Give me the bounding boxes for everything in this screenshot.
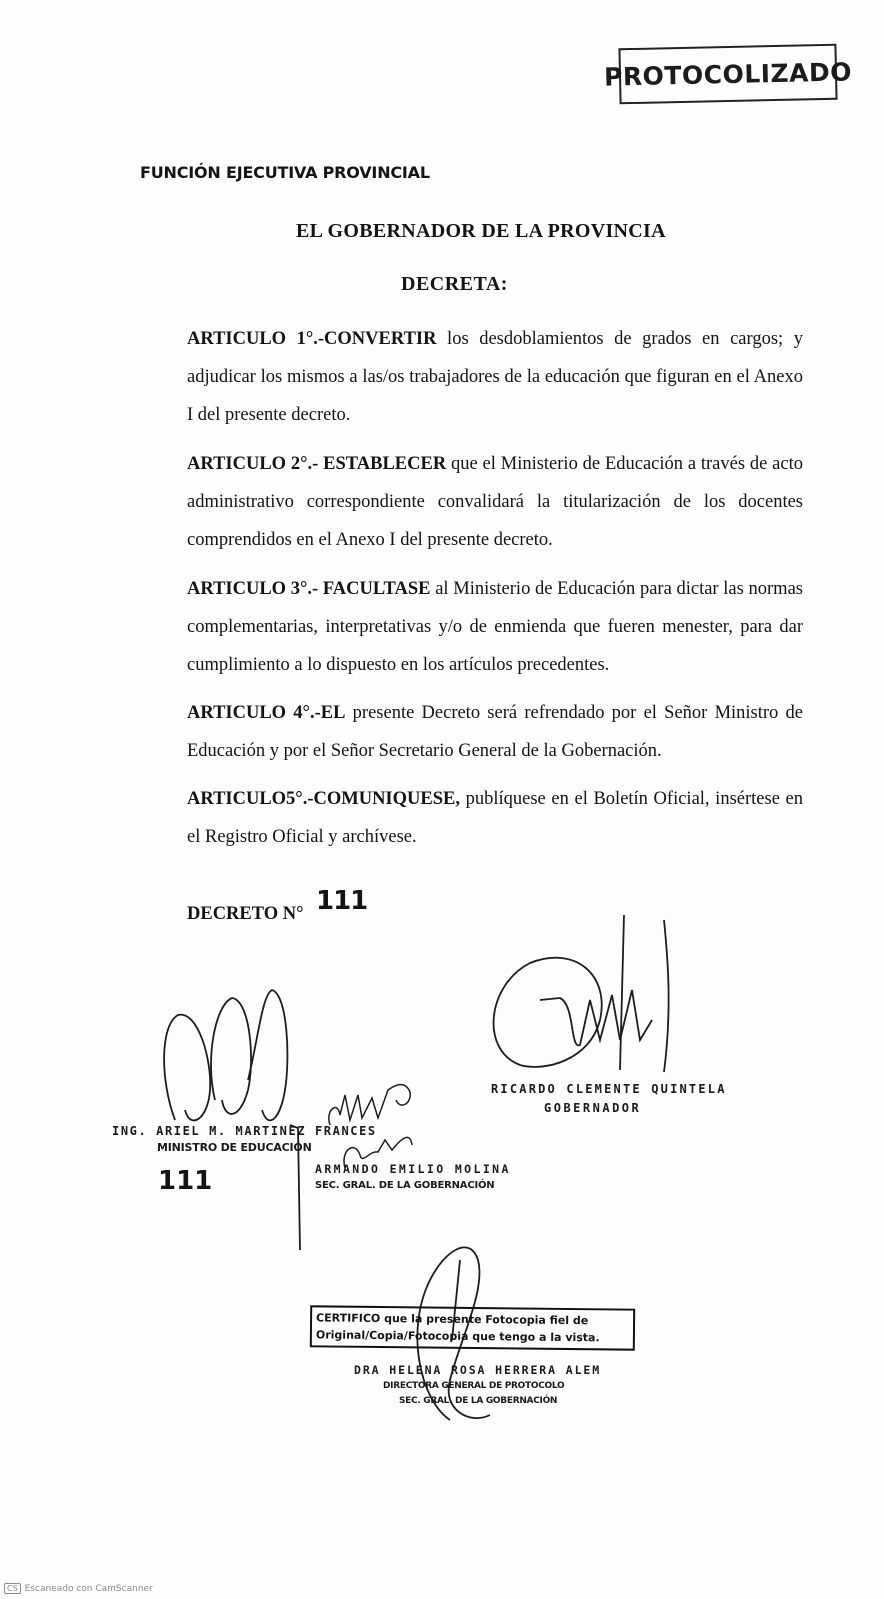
camscanner-logo-icon: CS [4,1583,21,1594]
article-5 [187,780,803,856]
article-4 [187,694,803,770]
article-heading: ARTICULO5°.-COMUNIQUESE, [187,789,460,809]
minister-signature-image [164,990,300,1250]
certifier-name: DRA HELENA ROSA HERRERA ALEM [354,1363,602,1377]
article-3 [187,570,803,684]
certifier-title-line-1: DIRECTORA GENERAL DE PROTOCOLO [383,1381,565,1391]
article-body: publíquese en el Boletín Oficial, insértese en el Registro Oficial y archívese. [187,789,803,847]
certification-stamp [310,1305,635,1350]
certificate-line-1: CERTIFICO que la presente Fotocopia fiel de [316,1311,589,1328]
secretary-name: ARMANDO EMILIO MOLINA [315,1162,511,1176]
scanner-watermark-text: Escaneado con CamScanner [24,1584,153,1594]
article-heading: ARTICULO 4°.-EL [187,703,346,723]
secretary-title: SEC. GRAL. DE LA GOBERNACIÓN [315,1180,495,1191]
article-heading: ARTICULO 2°.- ESTABLECER [187,454,447,474]
minister-title: MINISTRO DE EDUCACIÓN [157,1141,312,1154]
stamp-text: PROTOCOLIZADO [603,56,853,92]
article-heading: ARTICULO 1°.-CONVERTIR [187,329,437,349]
governor-signature-image [494,915,669,1072]
article-body: al Ministerio de Educación para dictar las normas complementarias, interpretativas y/o de enmienda que fueren menester, para dar cumplimiento a lo dispuesto en los artículos precedentes. [187,579,803,675]
protocolizado-stamp [603,44,853,105]
article-body: los desdoblamientos de grados en cargos; y adjudicar los mismos a las/os trabajadores de la educación que figuran en el Anexo I del presente decreto. [187,329,803,425]
entity-header: FUNCIÓN EJECUTIVA PROVINCIAL [140,163,430,182]
article-1 [187,320,803,434]
scanner-watermark [4,1583,153,1594]
certificate-line-2: Original/Copia/Fotocopia que tengo a la vista. [315,1328,600,1345]
article-body: que el Ministerio de Educación a través de acto administrativo correspondiente convalidará la titularización de los docentes comprendidos en el Anexo I del presente decreto. [187,454,803,550]
article-heading: ARTICULO 3°.- FACULTASE [187,579,431,599]
governor-title: GOBERNADOR [544,1101,642,1115]
minister-decree-number: 111 [158,1166,213,1196]
document-title: EL GOBERNADOR DE LA PROVINCIA [296,220,666,242]
article-2 [187,445,803,559]
governor-name: RICARDO CLEMENTE QUINTELA [491,1082,727,1096]
article-body: presente Decreto será refrendado por el Señor Ministro de Educación y por el Señor Secretario General de la Gobernación. [187,703,803,761]
minister-name: ING. ARIEL M. MARTINEZ FRANCES [112,1124,377,1138]
decreta-heading: DECRETA: [401,273,508,295]
decree-number: 111 [316,886,368,916]
certifier-title-line-2: SEC. GRAL. DE LA GOBERNACIÓN [399,1396,558,1406]
decree-number-label: DECRETO N° [187,904,304,924]
